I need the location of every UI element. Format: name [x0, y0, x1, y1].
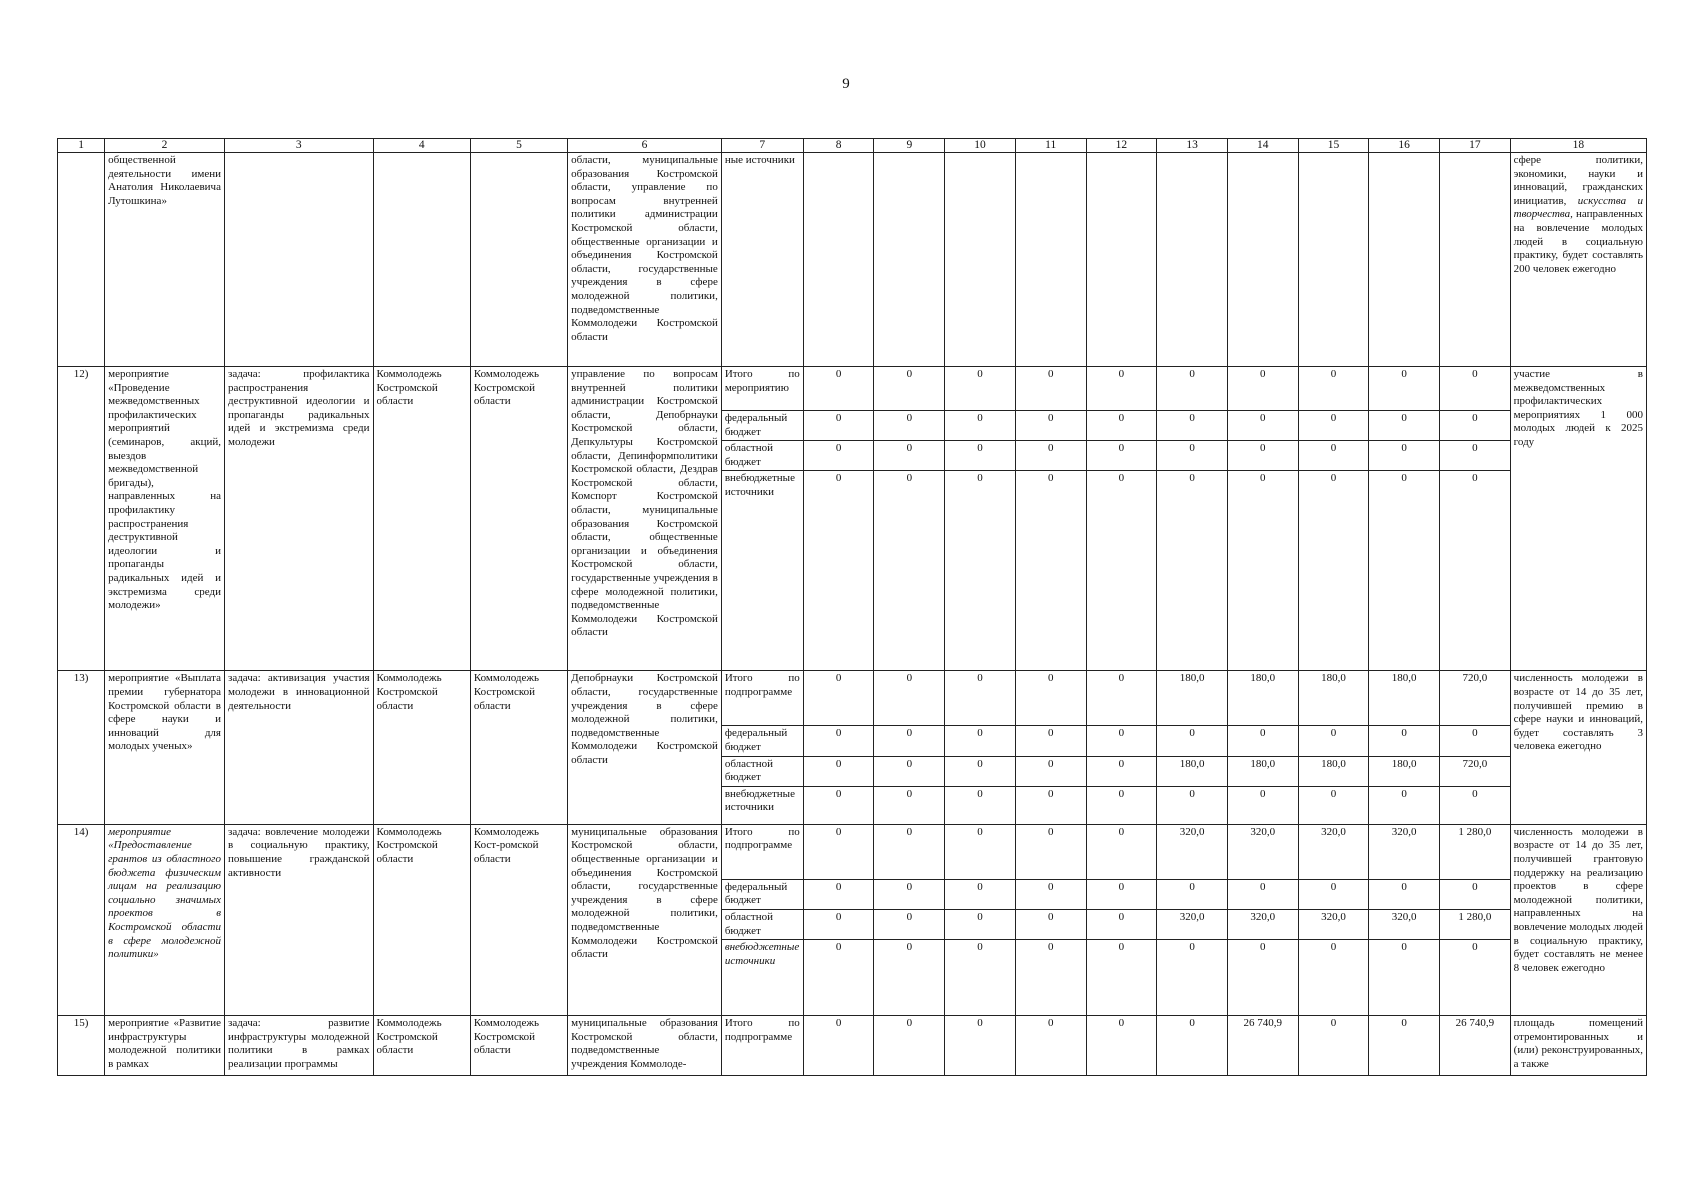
amount-cell: 0	[1227, 411, 1298, 441]
amount-cell: 0	[1015, 671, 1086, 726]
amount-cell: 320,0	[1298, 824, 1369, 879]
column-header-18: 18	[1510, 139, 1646, 153]
amount-cell: 0	[874, 824, 945, 879]
co-executor: Коммолодежь Костромской области	[470, 671, 567, 824]
funding-source: Итого по подпрограмме	[721, 671, 803, 726]
page-number: 9	[842, 76, 850, 92]
amount-cell: 0	[1086, 824, 1157, 879]
funding-source-continued: ные источники	[721, 153, 803, 367]
amount-cell: 0	[1015, 756, 1086, 786]
amount-cell: 0	[1086, 471, 1157, 671]
amount-cell: 180,0	[1227, 756, 1298, 786]
amount-cell: 0	[945, 756, 1016, 786]
amount-cell: 0	[1086, 940, 1157, 1016]
amount-cell: 0	[945, 441, 1016, 471]
amount-cell: 0	[945, 726, 1016, 756]
amount-cell: 0	[1227, 726, 1298, 756]
amount-cell: 0	[1369, 940, 1440, 1016]
amount-cell: 180,0	[1298, 671, 1369, 726]
funding-source: областной бюджет	[721, 909, 803, 939]
amount-cell: 0	[874, 786, 945, 824]
participants-continued: области, муниципальные образования Костромской области, управление по вопросам внутренней политики администрации Костромской области, общественные организации и объединения Костромской области, государственные учреждения в сфере молодежной политики, подведомственные Коммолодежи Костромской области	[568, 153, 722, 367]
co-executor: Коммолодежь Костромской области	[470, 1016, 567, 1076]
amount-cell: 26 740,9	[1439, 1016, 1510, 1076]
amount-cell: 0	[874, 367, 945, 411]
amount-cell: 180,0	[1369, 756, 1440, 786]
amount-cell: 0	[945, 411, 1016, 441]
funding-source: областной бюджет	[721, 756, 803, 786]
amount-cell: 0	[1298, 786, 1369, 824]
task-description: задача: вовлечение молодежи в социальную практику, повышение гражданской активности	[224, 824, 373, 1015]
amount-cell: 0	[1157, 471, 1228, 671]
row-number: 12)	[58, 367, 105, 671]
amount-cell: 0	[874, 411, 945, 441]
amount-cell: 0	[874, 940, 945, 1016]
amount-cell: 0	[1086, 726, 1157, 756]
co-executor: Коммолодежь Кост-ромской области	[470, 824, 567, 1015]
amount-cell: 0	[1015, 909, 1086, 939]
amount-cell: 0	[1369, 726, 1440, 756]
column-header-10: 10	[945, 139, 1016, 153]
amount-cell: 0	[1086, 786, 1157, 824]
amount-cell: 0	[1015, 1016, 1086, 1076]
participants: муниципальные образования Костромской области, подведомственные учреждения Коммолоде-	[568, 1016, 722, 1076]
column-header-16: 16	[1369, 139, 1440, 153]
amount-cell: 0	[1015, 824, 1086, 879]
amount-cell: 0	[874, 471, 945, 671]
row-number: 14)	[58, 824, 105, 1015]
funding-source: Итого по подпрограмме	[721, 1016, 803, 1076]
amount-cell: 0	[1015, 940, 1086, 1016]
amount-cell: 320,0	[1157, 909, 1228, 939]
amount-cell: 320,0	[1298, 909, 1369, 939]
amount-cell: 0	[803, 1016, 874, 1076]
funding-source: внебюджетные источники	[721, 471, 803, 671]
amount-cell: 0	[1086, 756, 1157, 786]
row-number: 15)	[58, 1016, 105, 1076]
amount-cell: 0	[803, 726, 874, 756]
amount-cell: 0	[1157, 726, 1228, 756]
amount-cell: 0	[1439, 367, 1510, 411]
column-header-6: 6	[568, 139, 722, 153]
amount-cell: 0	[803, 471, 874, 671]
responsible-executor: Коммолодежь Костромской области	[373, 824, 470, 1015]
amount-cell: 0	[1015, 367, 1086, 411]
amount-cell: 0	[874, 879, 945, 909]
amount-cell: 0	[1015, 786, 1086, 824]
amount-cell: 0	[945, 909, 1016, 939]
funding-source: внебюджетные источники	[721, 940, 803, 1016]
amount-cell: 0	[1015, 471, 1086, 671]
amount-cell: 0	[874, 726, 945, 756]
column-header-14: 14	[1227, 139, 1298, 153]
amount-cell: 0	[1298, 726, 1369, 756]
amount-cell: 0	[1369, 879, 1440, 909]
amount-cell: 0	[945, 1016, 1016, 1076]
participants: муниципальные образования Костромской области, общественные организации и объединения Костромской области, государственные учреждения в сфере молодежной политики, подведомственные Коммолодежи Костромской области	[568, 824, 722, 1015]
column-header-13: 13	[1157, 139, 1228, 153]
column-number-header	[58, 139, 1647, 153]
amount-cell: 0	[803, 909, 874, 939]
amount-cell: 1 280,0	[1439, 909, 1510, 939]
continued-row	[58, 153, 1647, 367]
amount-cell: 0	[1015, 879, 1086, 909]
amount-cell: 320,0	[1369, 909, 1440, 939]
amount-cell: 0	[803, 411, 874, 441]
amount-cell: 320,0	[1369, 824, 1440, 879]
amount-cell: 180,0	[1227, 671, 1298, 726]
result-continued: сфере политики, экономики, науки и инноваций, гражданских инициатив, искусства и творчества, направленных на вовлечение молодых людей в социальную практику, будет составлять 200 человек ежегодно	[1510, 153, 1646, 367]
amount-cell: 0	[803, 824, 874, 879]
expected-result: участие в межведомственных профилактических мероприятиях 1 000 молодых людей к 2025 году	[1510, 367, 1646, 671]
column-header-8: 8	[803, 139, 874, 153]
amount-cell: 0	[1439, 786, 1510, 824]
column-header-3: 3	[224, 139, 373, 153]
responsible-executor: Коммолодежь Костромской области	[373, 1016, 470, 1076]
amount-cell: 0	[1369, 1016, 1440, 1076]
amount-cell: 0	[1086, 441, 1157, 471]
amount-cell: 0	[1439, 879, 1510, 909]
funding-source: Итого по подпрограмме	[721, 824, 803, 879]
amount-cell: 0	[1086, 367, 1157, 411]
amount-cell: 0	[1439, 726, 1510, 756]
amount-cell: 0	[1227, 786, 1298, 824]
amount-cell: 180,0	[1157, 671, 1228, 726]
column-header-2: 2	[105, 139, 225, 153]
amount-cell: 0	[1086, 879, 1157, 909]
column-header-4: 4	[373, 139, 470, 153]
task-description: задача: активизация участия молодежи в инновационной деятельности	[224, 671, 373, 824]
amount-cell: 180,0	[1298, 756, 1369, 786]
amount-cell: 0	[1227, 940, 1298, 1016]
task-description: задача: профилактика распространения деструктивной идеологии и пропаганды радикальных идей и экстремизма среди молодежи	[224, 367, 373, 671]
amount-cell: 0	[1086, 1016, 1157, 1076]
amount-cell: 0	[1439, 411, 1510, 441]
amount-cell: 0	[1086, 671, 1157, 726]
amount-cell: 0	[1369, 786, 1440, 824]
amount-cell: 0	[1298, 940, 1369, 1016]
amount-cell: 0	[945, 367, 1016, 411]
amount-cell: 0	[803, 367, 874, 411]
column-header-11: 11	[1015, 139, 1086, 153]
amount-cell: 0	[1157, 1016, 1228, 1076]
task-description: задача: развитие инфраструктуры молодежной политики в рамках реализации программы	[224, 1016, 373, 1076]
measure-name: мероприятие «Выплата премии губернатора Костромской области в сфере науки и инноваций для молодых ученых»	[105, 671, 225, 824]
responsible-executor: Коммолодежь Костромской области	[373, 367, 470, 671]
amount-cell: 0	[874, 441, 945, 471]
amount-cell: 0	[803, 940, 874, 1016]
column-header-1: 1	[58, 139, 105, 153]
amount-cell: 0	[1086, 411, 1157, 441]
amount-cell: 0	[1298, 1016, 1369, 1076]
column-header-12: 12	[1086, 139, 1157, 153]
program-table	[57, 138, 1647, 1076]
funding-source: федеральный бюджет	[721, 726, 803, 756]
table-row	[58, 367, 1647, 411]
amount-cell: 0	[803, 756, 874, 786]
amount-cell: 0	[1298, 441, 1369, 471]
amount-cell: 0	[1298, 879, 1369, 909]
amount-cell: 0	[1157, 411, 1228, 441]
amount-cell: 320,0	[1157, 824, 1228, 879]
amount-cell: 0	[945, 471, 1016, 671]
amount-cell: 0	[803, 786, 874, 824]
amount-cell: 0	[1227, 367, 1298, 411]
amount-cell: 0	[1369, 471, 1440, 671]
funding-source: Итого по мероприятию	[721, 367, 803, 411]
amount-cell: 180,0	[1369, 671, 1440, 726]
amount-cell: 0	[1157, 441, 1228, 471]
amount-cell: 0	[874, 909, 945, 939]
expected-result: площадь помещений отремонтированных и (или) реконструированных, а также	[1510, 1016, 1646, 1076]
measure-name-continued: общественной деятельности имени Анатолия Николаевича Лутошкина»	[105, 153, 225, 367]
co-executor: Коммолодежь Костромской области	[470, 367, 567, 671]
funding-source: областной бюджет	[721, 441, 803, 471]
table-row	[58, 1016, 1647, 1076]
amount-cell: 0	[945, 671, 1016, 726]
amount-cell: 0	[1015, 726, 1086, 756]
table-row	[58, 671, 1647, 726]
column-header-7: 7	[721, 139, 803, 153]
amount-cell: 0	[1369, 367, 1440, 411]
expected-result: численность молодежи в возрасте от 14 до 35 лет, получившей премию в сфере науки и инноваций, будет составлять 3 человека ежегодно	[1510, 671, 1646, 824]
amount-cell: 1 280,0	[1439, 824, 1510, 879]
amount-cell: 180,0	[1157, 756, 1228, 786]
amount-cell: 0	[803, 671, 874, 726]
amount-cell: 0	[1157, 786, 1228, 824]
funding-source: федеральный бюджет	[721, 879, 803, 909]
participants: управление по вопросам внутренней политики администрации Костромской области, Депобрнауки Костромской области, Депкультуры Костромской области, Депинформполитики Костромской области, Дездрав Костромской области, Комспорт Костромской области, муниципальные образования Костромской области, общественные организации и объединения Костромской области, государственные учреждения в сфере молодежной политики, подведомственные Коммолодежи Костромской области	[568, 367, 722, 671]
amount-cell: 0	[1227, 879, 1298, 909]
amount-cell: 720,0	[1439, 756, 1510, 786]
amount-cell: 0	[1369, 411, 1440, 441]
amount-cell: 0	[945, 879, 1016, 909]
measure-name: мероприятие «Проведение межведомственных профилактических мероприятий (семинаров, акций, выездов межведомственной бригады), направленных на профилактику распространения деструктивной идеологии и пропаганды радикальных идей и экстремизма среди молодежи»	[105, 367, 225, 671]
table-row	[58, 824, 1647, 879]
amount-cell: 0	[1298, 471, 1369, 671]
measure-name: мероприятие «Развитие инфраструктуры молодежной политики в рамках	[105, 1016, 225, 1076]
amount-cell: 0	[874, 671, 945, 726]
amount-cell: 0	[1157, 367, 1228, 411]
row-number: 13)	[58, 671, 105, 824]
amount-cell: 0	[945, 786, 1016, 824]
amount-cell: 0	[1157, 940, 1228, 1016]
amount-cell: 0	[1015, 411, 1086, 441]
amount-cell: 0	[1015, 441, 1086, 471]
amount-cell: 320,0	[1227, 909, 1298, 939]
amount-cell: 0	[874, 1016, 945, 1076]
amount-cell: 26 740,9	[1227, 1016, 1298, 1076]
amount-cell: 0	[1227, 441, 1298, 471]
funding-source: внебюджетные источники	[721, 786, 803, 824]
amount-cell: 0	[1298, 411, 1369, 441]
amount-cell: 0	[945, 824, 1016, 879]
measure-name: мероприятие «Предоставление грантов из областного бюджета физическим лицам на реализацию социально значимых проектов в Костромской области в сфере молодежной политики»	[105, 824, 225, 1015]
participants: Депобрнауки Костромской области, государственные учреждения в сфере молодежной политики, подведомственные Коммолодежи Костромской области	[568, 671, 722, 824]
amount-cell: 0	[1227, 471, 1298, 671]
amount-cell: 0	[1298, 367, 1369, 411]
amount-cell: 0	[1439, 471, 1510, 671]
column-header-5: 5	[470, 139, 567, 153]
funding-source: федеральный бюджет	[721, 411, 803, 441]
amount-cell: 320,0	[1227, 824, 1298, 879]
amount-cell: 0	[1086, 909, 1157, 939]
responsible-executor: Коммолодежь Костромской области	[373, 671, 470, 824]
expected-result: численность молодежи в возрасте от 14 до 35 лет, получившей грантовую поддержку на реализацию проектов в сфере молодежной политики, направленных на вовлечение молодых людей в социальную практику, будет составлять не менее 8 человек ежегодно	[1510, 824, 1646, 1015]
column-header-9: 9	[874, 139, 945, 153]
amount-cell: 0	[1157, 879, 1228, 909]
amount-cell: 0	[803, 879, 874, 909]
amount-cell: 0	[1369, 441, 1440, 471]
column-header-15: 15	[1298, 139, 1369, 153]
amount-cell: 0	[803, 441, 874, 471]
column-header-17: 17	[1439, 139, 1510, 153]
amount-cell: 0	[1439, 940, 1510, 1016]
amount-cell: 720,0	[1439, 671, 1510, 726]
amount-cell: 0	[945, 940, 1016, 1016]
amount-cell: 0	[1439, 441, 1510, 471]
amount-cell: 0	[874, 756, 945, 786]
